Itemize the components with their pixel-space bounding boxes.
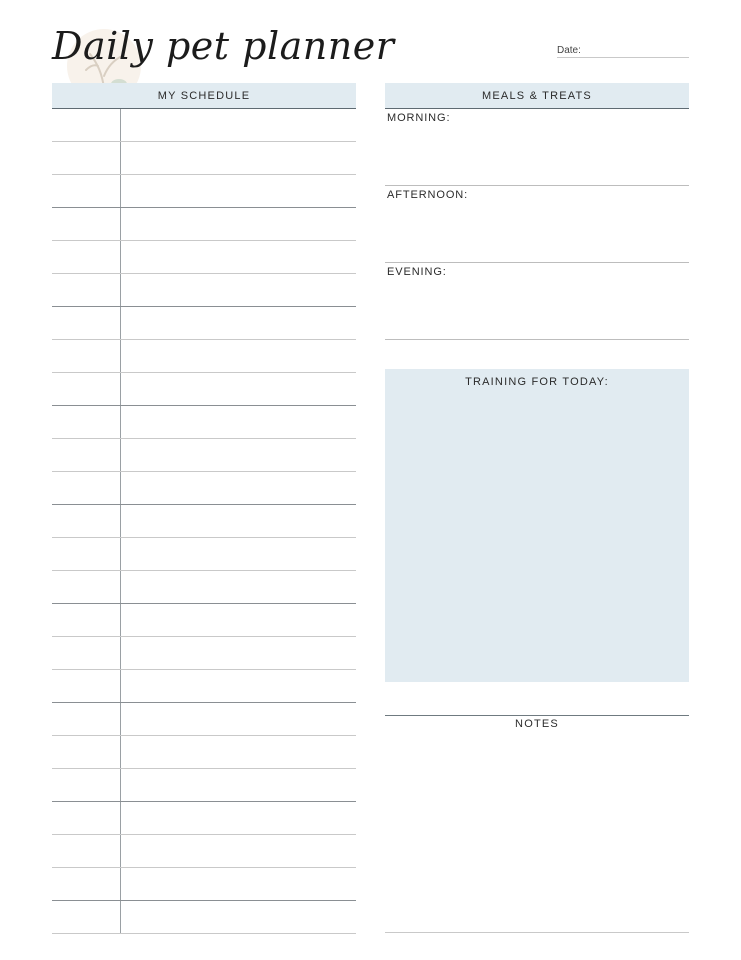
date-label: Date:	[557, 45, 581, 56]
notes-label: NOTES	[515, 718, 559, 730]
page-title: Daily pet planner	[52, 24, 395, 68]
schedule-row-line	[52, 207, 356, 208]
schedule-row-line	[52, 240, 356, 241]
training-box[interactable]	[385, 369, 689, 682]
schedule-row-line	[52, 669, 356, 670]
schedule-grid	[52, 109, 356, 934]
meal-label-evening: EVENING:	[387, 266, 447, 278]
schedule-row-line	[52, 867, 356, 868]
schedule-row-line	[52, 801, 356, 802]
schedule-row-line	[52, 636, 356, 637]
meal-slot-morning[interactable]	[385, 109, 689, 186]
schedule-row-line	[52, 735, 356, 736]
schedule-row-line	[52, 570, 356, 571]
schedule-row-line	[52, 702, 356, 703]
schedule-row-line	[52, 174, 356, 175]
meal-label-morning: MORNING:	[387, 112, 451, 124]
schedule-row-line	[52, 900, 356, 901]
schedule-row-line	[52, 504, 356, 505]
schedule-row-line	[52, 603, 356, 604]
notes-bottom-line	[385, 932, 689, 933]
schedule-row-line	[52, 768, 356, 769]
schedule-row-line	[52, 273, 356, 274]
training-label: TRAINING FOR TODAY:	[465, 376, 609, 388]
meal-label-afternoon: AFTERNOON:	[387, 189, 469, 201]
schedule-row-line	[52, 933, 356, 934]
schedule-row-line	[52, 141, 356, 142]
schedule-row-line	[52, 834, 356, 835]
schedule-row-line	[52, 339, 356, 340]
schedule-row-line	[52, 306, 356, 307]
schedule-row-line	[52, 471, 356, 472]
meal-slot-evening[interactable]	[385, 263, 689, 340]
schedule-row-line	[52, 537, 356, 538]
notes-divider	[385, 715, 689, 716]
time-column-divider	[120, 109, 121, 934]
schedule-row-line	[52, 438, 356, 439]
meals-header: MEALS & TREATS	[385, 83, 689, 109]
schedule-row-line	[52, 372, 356, 373]
meal-slot-afternoon[interactable]	[385, 186, 689, 263]
schedule-header: MY SCHEDULE	[52, 83, 356, 109]
schedule-row-line	[52, 405, 356, 406]
date-field[interactable]	[557, 40, 689, 58]
